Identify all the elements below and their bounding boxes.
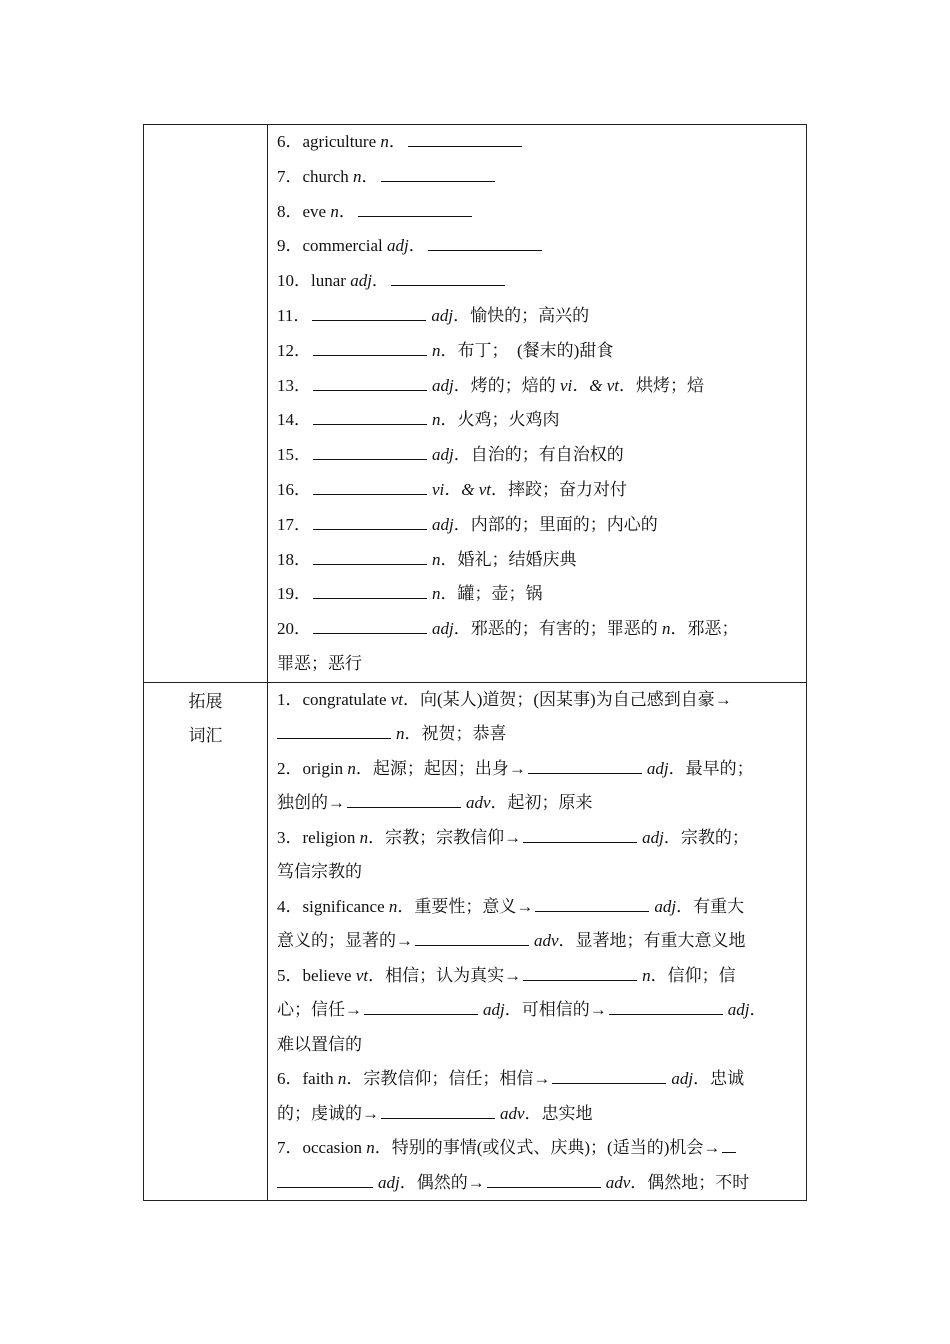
answer-blank[interactable]	[277, 724, 391, 739]
list-item: 20． adj．邪恶的；有害的；罪恶的 n．邪恶；	[277, 619, 739, 639]
basic-content-cell	[268, 125, 807, 683]
extended-label-cell	[144, 682, 268, 1201]
list-item-continuation: n．祝贺；恭喜	[277, 717, 796, 752]
list-item-continuation: 心；信任→ adj．可相信的→ adj．	[277, 1000, 767, 1020]
answer-blank[interactable]	[381, 1104, 495, 1119]
extended-content-cell	[268, 682, 807, 1201]
list-item: 13． adj．烤的；焙的 vi．& vt．烘烤；焙	[277, 375, 704, 395]
list-item: 6．faith n．宗教信仰；信任；相信→ adj．忠诚	[277, 1069, 745, 1089]
list-item: 10．lunar adj．	[277, 264, 796, 299]
list-item-continuation: 笃信宗教的	[277, 862, 362, 882]
list-item-continuation: 意义的；显著的→ adv．显著地；有重大意义地	[277, 931, 746, 951]
list-item: 11． adj．愉快的；高兴的	[277, 305, 590, 325]
extended-vocab-row	[144, 682, 807, 1201]
basic-vocab-row	[144, 125, 807, 683]
list-item-continuation: adj．偶然的→ adv．偶然地；不时	[277, 1166, 796, 1201]
answer-blank[interactable]	[313, 445, 427, 460]
list-item: 7．occasion n．特别的事情(或仪式、庆典)；(适当的)机会→	[277, 1131, 796, 1166]
list-item: 4．significance n．重要性；意义→ adj．有重大	[277, 896, 745, 916]
answer-blank[interactable]	[528, 759, 642, 774]
section-label: 词汇	[188, 725, 223, 745]
answer-blank[interactable]	[722, 1138, 736, 1153]
list-item: 3．religion n．宗教；宗教信仰→ adj．宗教的；	[277, 827, 749, 847]
answer-blank[interactable]	[277, 1173, 373, 1188]
answer-blank[interactable]	[415, 931, 529, 946]
answer-blank[interactable]	[313, 584, 427, 599]
answer-blank[interactable]	[609, 1000, 723, 1015]
list-item: 9．commercial adj．	[277, 229, 796, 264]
answer-blank[interactable]	[364, 1000, 478, 1015]
answer-blank[interactable]	[428, 236, 542, 251]
list-item: 7．church n．	[277, 160, 796, 195]
list-item: 2．origin n．起源；起因；出身→ adj．最早的；	[277, 758, 754, 778]
list-item: 5．believe vt．相信；认为真实→ n．信仰；信	[277, 965, 736, 985]
answer-blank[interactable]	[487, 1173, 601, 1188]
list-item: 18． n．婚礼；结婚庆典	[277, 549, 577, 569]
answer-blank[interactable]	[313, 410, 427, 425]
answer-blank[interactable]	[312, 306, 426, 321]
answer-blank[interactable]	[347, 793, 461, 808]
answer-blank[interactable]	[313, 619, 427, 634]
list-item-continuation: 独创的→ adv．起初；原来	[277, 793, 593, 813]
list-item: 17． adj．内部的；里面的；内心的	[277, 514, 658, 534]
list-item-continuation: 的；虔诚的→ adv．忠实地	[277, 1103, 593, 1123]
answer-blank[interactable]	[408, 132, 522, 147]
list-item: 6．agriculture n．	[277, 125, 796, 160]
list-item-continuation: 难以置信的	[277, 1034, 362, 1054]
answer-blank[interactable]	[381, 167, 495, 182]
list-item: 15． adj．自治的；有自治权的	[277, 445, 624, 465]
answer-blank[interactable]	[313, 515, 427, 530]
answer-blank[interactable]	[391, 271, 505, 286]
answer-blank[interactable]	[523, 828, 637, 843]
list-item: 8．eve n．	[277, 195, 796, 230]
list-item: 19． n．罐；壶；锅	[277, 584, 543, 604]
vocabulary-table	[143, 124, 807, 1201]
section-label: 拓展	[188, 691, 223, 711]
answer-blank[interactable]	[313, 376, 427, 391]
answer-blank[interactable]	[535, 897, 649, 912]
list-item: 14． n．火鸡；火鸡肉	[277, 410, 560, 430]
list-item: 12． n．布丁； (餐末的)甜食	[277, 340, 614, 360]
answer-blank[interactable]	[358, 202, 472, 217]
basic-label-cell	[144, 125, 268, 683]
answer-blank[interactable]	[313, 341, 427, 356]
answer-blank[interactable]	[313, 550, 427, 565]
answer-blank[interactable]	[313, 480, 427, 495]
list-item: 1．congratulate vt．向(某人)道贺；(因某事)为自己感到自豪→	[277, 689, 732, 709]
answer-blank[interactable]	[523, 966, 637, 981]
list-item-continuation: 罪恶；恶行	[277, 653, 362, 673]
list-item: 16． vi．& vt．摔跤；奋力对付	[277, 479, 628, 499]
answer-blank[interactable]	[552, 1069, 666, 1084]
